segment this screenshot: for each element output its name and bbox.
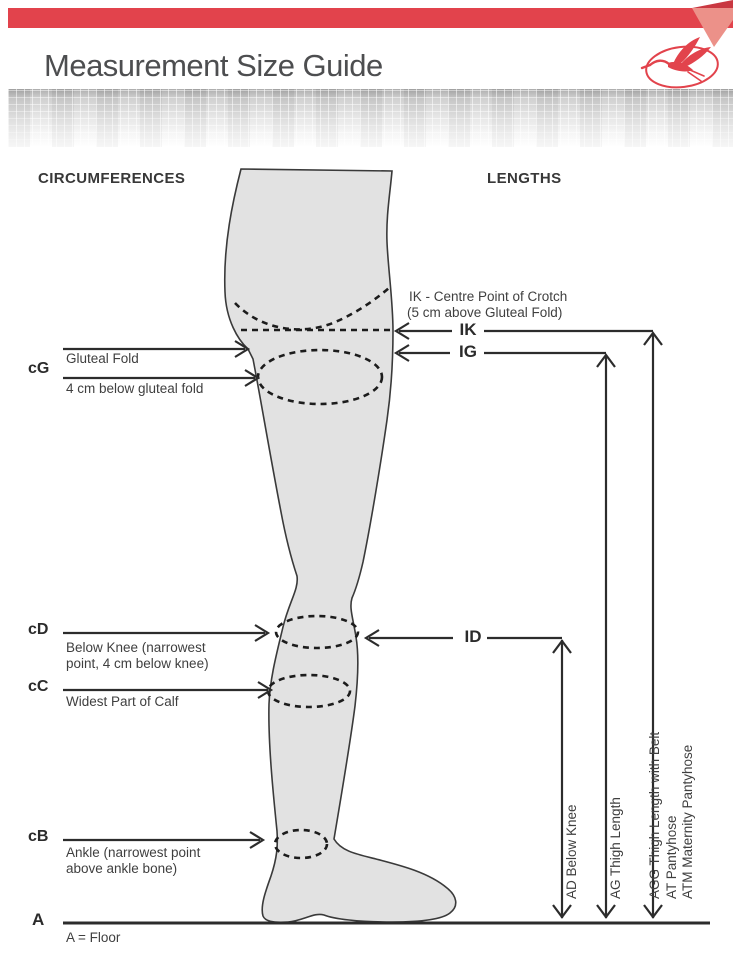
ag-thigh-length-label: AG Thigh Length <box>608 797 623 899</box>
lengths-header: LENGTHS <box>487 170 562 187</box>
id-label: ID <box>464 627 482 646</box>
cb-code: cB <box>28 828 49 845</box>
ik-label: IK <box>459 320 477 339</box>
leg-silhouette <box>225 169 456 922</box>
cb-description-line1: Ankle (narrowest point <box>66 845 201 860</box>
cd-description-line2: point, 4 cm below knee) <box>66 656 209 671</box>
floor-code: A <box>32 910 45 929</box>
crotch-note-line1: IK - Centre Point of Crotch <box>409 289 568 304</box>
cd-code: cD <box>28 621 49 638</box>
ig-label: IG <box>459 342 477 361</box>
cc-description: Widest Part of Calf <box>66 694 179 709</box>
cc-code: cC <box>28 678 49 695</box>
gluteal-fold-label: Gluteal Fold <box>66 351 139 366</box>
atm-maternity-pantyhose-label: ATM Maternity Pantyhose <box>680 744 695 899</box>
ik-arrow <box>396 323 653 339</box>
cb-description-line2: above ankle bone) <box>66 861 178 876</box>
circumferences-header: CIRCUMFERENCES <box>38 170 186 187</box>
ad-below-knee-label: AD Below Knee <box>564 804 579 899</box>
agg-thigh-belt-label: AGG Thigh Length with Belt <box>647 731 662 899</box>
at-pantyhose-label: AT Pantyhose <box>664 815 679 899</box>
crotch-note-line2: (5 cm above Gluteal Fold) <box>407 305 563 320</box>
page-title: Measurement Size Guide <box>44 48 383 83</box>
ig-arrow <box>396 345 606 361</box>
floor-description: A = Floor <box>66 930 121 945</box>
cg-code: cG <box>28 360 50 377</box>
cd-description-line1: Below Knee (narrowest <box>66 640 206 655</box>
cd-arrow <box>63 625 268 641</box>
cg-description: 4 cm below gluteal fold <box>66 381 204 396</box>
